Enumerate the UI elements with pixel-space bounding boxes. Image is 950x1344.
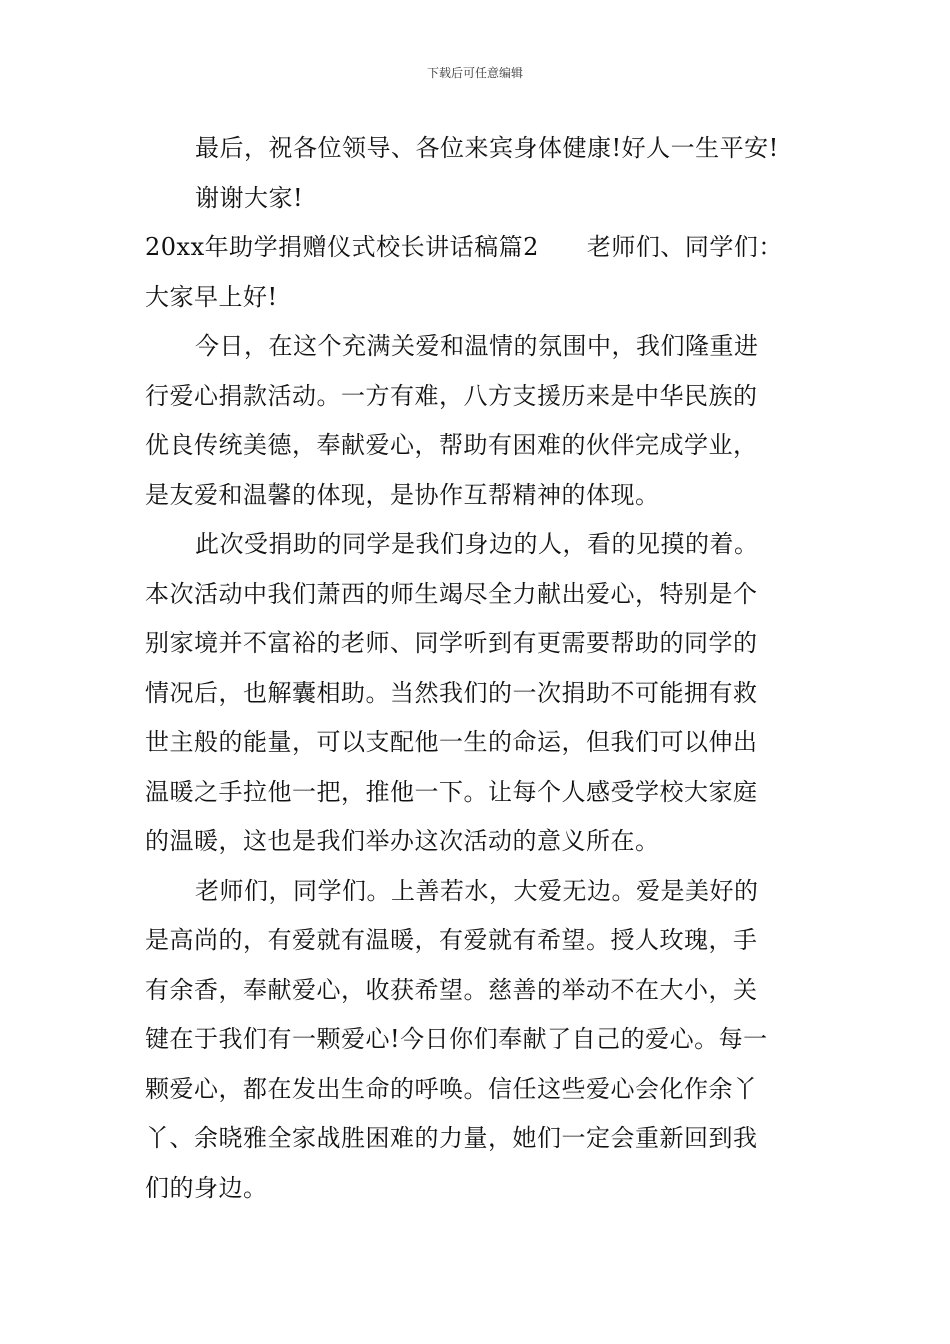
paragraph-3-line-3: 有余香，奉献爱心，收获希望。慈善的举动不在大小，关 <box>145 975 758 1004</box>
paragraph-3-line-4: 键在于我们有一颗爱心!今日你们奉献了自己的爱心。每一 <box>145 1025 768 1053</box>
paragraph-2-line-3: 别家境并不富裕的老师、同学听到有更需要帮助的同学的 <box>145 629 758 657</box>
paragraph-2-line-5: 世主般的能量，可以支配他一生的命运，但我们可以伸出 <box>145 728 758 756</box>
paragraph-2-line-2: 本次活动中我们萧西的师生竭尽全力献出爱心，特别是个 <box>145 579 758 608</box>
section-title-line <box>145 223 810 273</box>
paragraph-1-line-1: 今日，在这个充满关爱和温情的氛围中，我们隆重进 <box>195 332 759 360</box>
paragraph-3-line-6: 丫、余晓雅全家战胜困难的力量，她们一定会重新回到我 <box>145 1124 758 1152</box>
paragraph-3-line-7: 们的身边。 <box>145 1173 268 1202</box>
paragraph-2-line-7: 的温暖，这也是我们举办这次活动的意义所在。 <box>145 827 660 855</box>
paragraph-1-line-4: 是友爱和温馨的体现，是协作互帮精神的体现。 <box>145 480 660 509</box>
paragraph-2-line-6: 温暖之手拉他一把，推他一下。让每个人感受学校大家庭 <box>145 777 758 806</box>
paragraph-1-line-2: 行爱心捐款活动。一方有难，八方支援历来是中华民族的 <box>145 381 758 410</box>
page-header: 下载后可任意编辑 <box>426 66 523 80</box>
greeting-line: 大家早上好! <box>145 282 278 311</box>
thanks-line: 谢谢大家! <box>195 183 304 212</box>
paragraph-1-line-3: 优良传统美德，奉献爱心，帮助有困难的伙伴完成学业， <box>145 431 758 459</box>
paragraph-3-line-2: 是高尚的，有爱就有温暖，有爱就有希望。授人玫瑰，手 <box>145 926 758 954</box>
paragraph-2-line-4: 情况后，也解囊相助。当然我们的一次捐助不可能拥有救 <box>145 678 758 707</box>
closing-wish-line: 最后，祝各位领导、各位来宾身体健康!好人一生平安! <box>195 134 779 162</box>
salutation: 老师们、同学们： <box>586 233 783 261</box>
paragraph-3-line-1: 老师们，同学们。上善若水，大爱无边。爱是美好的 <box>195 876 759 905</box>
section-title: 20xx年助学捐赠仪式校长讲话稿篇2 <box>145 233 539 261</box>
document-body <box>145 124 810 1213</box>
paragraph-3-line-5: 颗爱心，都在发出生命的呼唤。信任这些爱心会化作余丫 <box>145 1074 758 1103</box>
paragraph-2-line-1: 此次受捐助的同学是我们身边的人，看的见摸的着。 <box>195 530 759 558</box>
